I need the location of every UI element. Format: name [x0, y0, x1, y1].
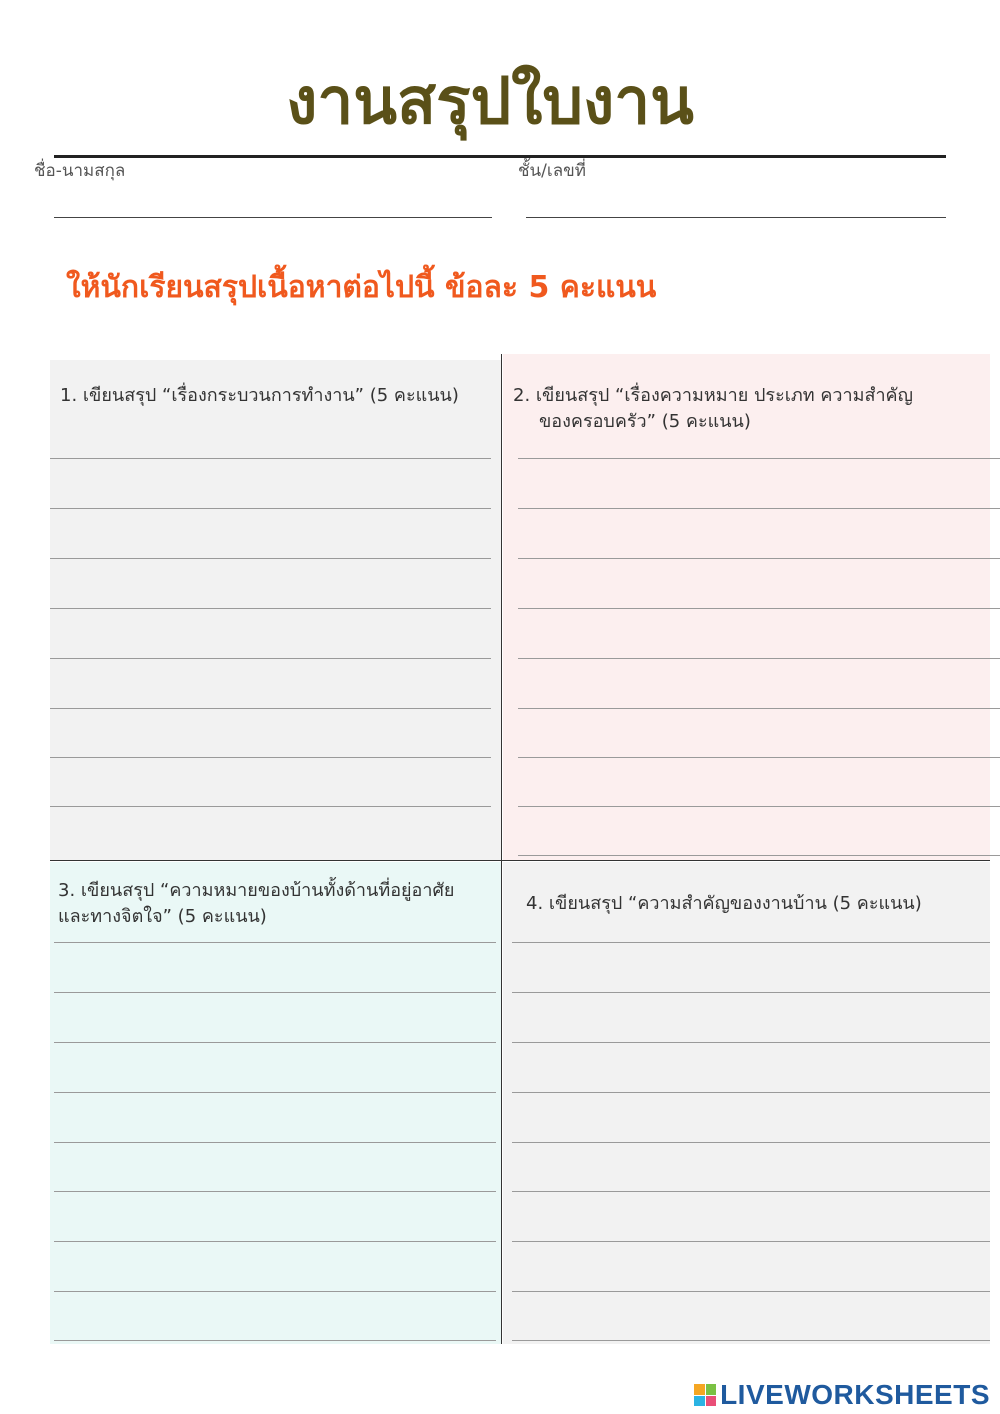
answer-line-q3[interactable]: [54, 942, 496, 943]
answer-line-q1[interactable]: [50, 658, 491, 659]
answer-line-q2[interactable]: [518, 608, 1000, 609]
vertical-divider: [501, 354, 502, 1344]
answer-line-q4[interactable]: [512, 1241, 990, 1242]
answer-line-q3[interactable]: [54, 1042, 496, 1043]
answer-line-q2[interactable]: [518, 458, 1000, 459]
answer-line-q1[interactable]: [50, 757, 491, 758]
class-label: ชั้น/เลขที่: [518, 161, 586, 181]
page-title: งานสรุปใบงาน: [286, 65, 694, 139]
answer-line-q3[interactable]: [54, 1291, 496, 1292]
answer-line-q1[interactable]: [50, 806, 491, 807]
title-underline: [54, 155, 946, 158]
answer-line-q3[interactable]: [54, 1241, 496, 1242]
question-4-text: [526, 891, 986, 917]
answer-line-q2[interactable]: [518, 708, 1000, 709]
question-2-line2: ของครอบครัว” (5 คะแนน): [539, 411, 751, 432]
answer-line-q2[interactable]: [518, 757, 1000, 758]
answer-line-q2[interactable]: [518, 658, 1000, 659]
answer-line-q3[interactable]: [54, 1340, 496, 1341]
question-panel-3: [50, 862, 501, 1344]
answer-line-q3[interactable]: [54, 1191, 496, 1192]
answer-line-q4[interactable]: [512, 1291, 990, 1292]
question-1-line1: 1. เขียนสรุป “เรื่องกระบวนการทำงาน” (5 คะแนน): [60, 385, 459, 406]
name-label: ชื่อ-นามสกุล: [34, 161, 126, 181]
liveworksheets-logo[interactable]: [694, 1378, 990, 1412]
answer-line-q3[interactable]: [54, 992, 496, 993]
brand-text: LIVEWORKSHEETS: [720, 1379, 990, 1410]
question-4-line1: 4. เขียนสรุป “ความสำคัญของงานบ้าน (5 คะแนน): [526, 893, 922, 914]
answer-line-q4[interactable]: [512, 1092, 990, 1093]
answer-line-q1[interactable]: [50, 608, 491, 609]
answer-line-q4[interactable]: [512, 992, 990, 993]
answer-line-q1[interactable]: [50, 458, 491, 459]
answer-line-q4[interactable]: [512, 942, 990, 943]
answer-line-q2[interactable]: [518, 558, 1000, 559]
question-2-text: [513, 383, 983, 435]
answer-line-q4[interactable]: [512, 1142, 990, 1143]
question-3-text: [58, 878, 498, 930]
answer-line-q2[interactable]: [518, 508, 1000, 509]
answer-line-q1[interactable]: [50, 558, 491, 559]
instruction-text: ให้นักเรียนสรุปเนื้อหาต่อไปนี้ ข้อละ 5 คะแนน: [66, 270, 657, 305]
question-3-line2: และทางจิตใจ” (5 คะแนน): [58, 906, 267, 927]
question-3-line1: 3. เขียนสรุป “ความหมายของบ้านทั้งด้านที่อยู่อาศัย: [58, 880, 455, 901]
answer-line-q4[interactable]: [512, 1042, 990, 1043]
answer-line-q3[interactable]: [54, 1092, 496, 1093]
answer-line-q2[interactable]: [518, 855, 1000, 856]
question-panel-1: [50, 360, 501, 860]
answer-line-q4[interactable]: [512, 1340, 990, 1341]
answer-line-q1[interactable]: [50, 708, 491, 709]
answer-line-q2[interactable]: [518, 806, 1000, 807]
class-field-line[interactable]: [526, 217, 946, 218]
question-2-line1: 2. เขียนสรุป “เรื่องความหมาย ประเภท ความสำคัญ: [513, 385, 913, 406]
answer-line-q4[interactable]: [512, 1191, 990, 1192]
question-panel-4: [503, 862, 990, 1344]
horizontal-divider: [50, 860, 990, 861]
answer-line-q3[interactable]: [54, 1142, 496, 1143]
answer-line-q1[interactable]: [50, 508, 491, 509]
liveworksheets-logo-icon: [694, 1384, 716, 1406]
name-field-line[interactable]: [54, 217, 492, 218]
question-1-text: [60, 383, 500, 409]
